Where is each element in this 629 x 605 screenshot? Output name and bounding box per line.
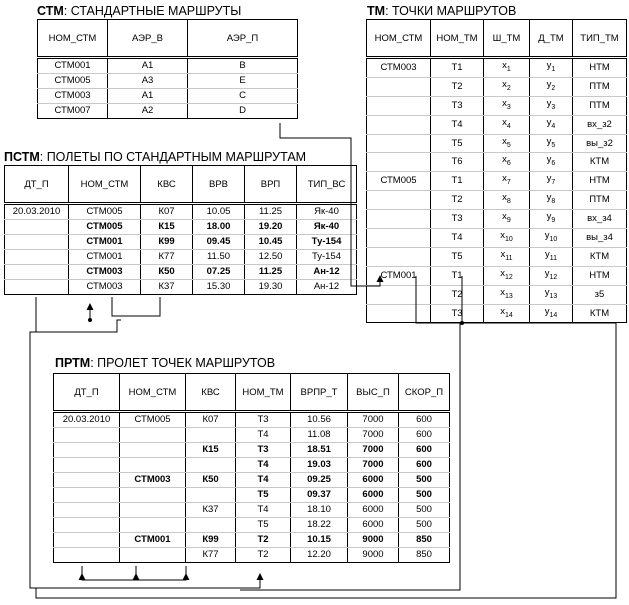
prtm-cell: 18.10 <box>291 503 348 518</box>
tm-cell: $x_{10}$ <box>484 229 530 248</box>
prtm-cell: 500 <box>399 488 450 503</box>
prtm-cell: 9000 <box>348 548 399 563</box>
prtm-cell: 500 <box>399 473 450 488</box>
pstm-cell: 11.25 <box>245 204 297 220</box>
link-prtm-keys-2 <box>136 566 186 580</box>
pstm-cell: 09.45 <box>193 235 245 250</box>
prtm-title-rest: : ПРОЛЕТ ТОЧЕК МАРШРУТОВ <box>90 356 276 370</box>
tm-cell: $y_{11}$ <box>530 247 573 266</box>
prtm-cell: 18.22 <box>291 518 348 533</box>
pstm-cell: Як-40 <box>297 204 357 220</box>
tm-cell: Т2 <box>431 191 484 210</box>
prtm-cell: 11.08 <box>291 428 348 443</box>
pstm-cell: 10.05 <box>193 204 245 220</box>
tm-cell: $x_3$ <box>484 96 530 115</box>
tm-cell: $y_8$ <box>530 191 573 210</box>
pstm-cell: К77 <box>141 250 193 265</box>
tm-cell: $x_4$ <box>484 115 530 134</box>
prtm-cell: 600 <box>399 428 450 443</box>
tm-cell: Т5 <box>431 247 484 266</box>
link-stm-tm <box>280 123 380 286</box>
tm-cell: вы_з4 <box>573 229 627 248</box>
prtm-title-code: ПРТМ <box>55 356 91 370</box>
tm-cell: $x_{11}$ <box>484 247 530 266</box>
tm-cell: $y_3$ <box>530 96 573 115</box>
tm-cell: Т5 <box>431 134 484 153</box>
prtm-cell: 500 <box>399 518 450 533</box>
stm-header-0: НОМ_СТМ <box>38 20 108 58</box>
prtm-header-1: НОМ_СТМ <box>120 374 186 412</box>
tm-cell: $x_{13}$ <box>484 285 530 304</box>
prtm-cell: 500 <box>399 503 450 518</box>
tm-cell: ПТМ <box>573 77 627 96</box>
prtm-cell: 7000 <box>348 458 399 473</box>
prtm-cell: 6000 <box>348 518 399 533</box>
tm-cell: Т1 <box>431 58 484 78</box>
prtm-cell: 6000 <box>348 473 399 488</box>
prtm-cell: СТМ005 <box>120 412 186 428</box>
pstm-title-code: ПСТМ <box>4 150 40 164</box>
stm-cell: С <box>188 89 298 104</box>
pstm-cell: 19.20 <box>245 220 297 235</box>
prtm-cell: К07 <box>186 412 236 428</box>
stm-header-1: АЭР_В <box>108 20 188 58</box>
prtm-header-3: НОМ_ТМ <box>236 374 291 412</box>
tm-header-2: Ш_ТМ <box>484 20 530 58</box>
tm-header-3: Д_ТМ <box>530 20 573 58</box>
prtm-cell: СТМ001 <box>120 533 186 548</box>
pstm-cell: К15 <box>141 220 193 235</box>
pstm-cell: Ан-12 <box>297 265 357 280</box>
pstm-header-3: ВРВ <box>193 166 245 204</box>
prtm-cell: К77 <box>186 548 236 563</box>
tm-cell: СТМ005 <box>367 172 431 191</box>
prtm-cell: Т4 <box>236 458 291 473</box>
pstm-header-2: КВС <box>141 166 193 204</box>
tm-cell: Т3 <box>431 304 484 323</box>
prtm-cell: К50 <box>186 473 236 488</box>
prtm-cell: 10.56 <box>291 412 348 428</box>
link-tm-prtm-3 <box>240 323 460 590</box>
pstm-cell: 12.50 <box>245 250 297 265</box>
prtm-cell: Т4 <box>236 428 291 443</box>
pstm-cell: 10.45 <box>245 235 297 250</box>
prtm-header-4: ВРПР_Т <box>291 374 348 412</box>
tm-cell: Т3 <box>431 210 484 229</box>
pstm-cell: 07.25 <box>193 265 245 280</box>
tm-cell: СТМ001 <box>367 266 431 285</box>
prtm-cell: К15 <box>186 443 236 458</box>
stm-cell: В <box>188 58 298 74</box>
tm-cell: НТМ <box>573 172 627 191</box>
prtm-cell: СТМ003 <box>120 473 186 488</box>
tm-cell: $y_2$ <box>530 77 573 96</box>
prtm-cell: 12.20 <box>291 548 348 563</box>
prtm-cell: 09.37 <box>291 488 348 503</box>
tm-cell: $x_6$ <box>484 153 530 172</box>
tm-cell: з5 <box>573 285 627 304</box>
tm-title-rest: : ТОЧКИ МАРШРУТОВ <box>385 4 517 18</box>
prtm-header-6: СКОР_П <box>399 374 450 412</box>
stm-cell: СТМ005 <box>38 74 108 89</box>
tm-cell: КТМ <box>573 153 627 172</box>
prtm-cell: 850 <box>399 533 450 548</box>
tm-cell: $x_1$ <box>484 58 530 78</box>
tm-cell: ПТМ <box>573 96 627 115</box>
pstm-cell: 18.00 <box>193 220 245 235</box>
link-pstm-prtm-1 <box>36 297 121 332</box>
tm-cell: Т2 <box>431 77 484 96</box>
prtm-cell: К37 <box>186 503 236 518</box>
pstm-cell: К37 <box>141 280 193 295</box>
tm-cell: $x_{14}$ <box>484 304 530 323</box>
prtm-cell: 7000 <box>348 428 399 443</box>
tm-cell: Т1 <box>431 172 484 191</box>
tm-cell: $y_9$ <box>530 210 573 229</box>
stm-title-rest: : СТАНДАРТНЫЕ МАРШРУТЫ <box>63 4 242 18</box>
prtm-cell: Т2 <box>236 548 291 563</box>
tm-title-code: ТМ <box>367 4 386 18</box>
tm-cell: Т2 <box>431 285 484 304</box>
tm-cell: $y_1$ <box>530 58 573 78</box>
pstm-cell: Як-40 <box>297 220 357 235</box>
tm-cell: $y_{10}$ <box>530 229 573 248</box>
tm-cell: СТМ003 <box>367 58 431 78</box>
link-tm-prtm-1 <box>36 276 616 598</box>
pstm-header-4: ВРП <box>245 166 297 204</box>
tm-cell: $y_{13}$ <box>530 285 573 304</box>
pstm-cell: СТМ001 <box>69 250 141 265</box>
prtm-cell: Т3 <box>236 443 291 458</box>
prtm-cell: 9000 <box>348 533 399 548</box>
tm-cell: $y_6$ <box>530 153 573 172</box>
tm-cell: КТМ <box>573 304 627 323</box>
prtm-cell: 18.51 <box>291 443 348 458</box>
tm-cell: вх_з4 <box>573 210 627 229</box>
prtm-cell: Т5 <box>236 488 291 503</box>
stm-cell: СТМ003 <box>38 89 108 104</box>
tm-cell: $y_{12}$ <box>530 266 573 285</box>
pstm-cell: СТМ003 <box>69 280 141 295</box>
pstm-cell: СТМ001 <box>69 235 141 250</box>
pstm-cell: К99 <box>141 235 193 250</box>
stm-header-2: АЭР_П <box>188 20 298 58</box>
tm-cell: НТМ <box>573 58 627 78</box>
pstm-cell: 19.30 <box>245 280 297 295</box>
prtm-header-0: ДТ_П <box>54 374 120 412</box>
tm-cell: $x_5$ <box>484 134 530 153</box>
prtm-cell: К99 <box>186 533 236 548</box>
pstm-cell: 20.03.2010 <box>5 204 69 220</box>
prtm-cell: 600 <box>399 412 450 428</box>
prtm-cell: Т4 <box>236 473 291 488</box>
tm-header-0: НОМ_СТМ <box>367 20 431 58</box>
prtm-header-5: ВЫС_П <box>348 374 399 412</box>
prtm-cell: Т2 <box>236 533 291 548</box>
tm-cell: $y_{14}$ <box>530 304 573 323</box>
tm-cell: $y_4$ <box>530 115 573 134</box>
stm-cell: Е <box>188 74 298 89</box>
tm-cell: $x_{12}$ <box>484 266 530 285</box>
pstm-header-1: НОМ_СТМ <box>69 166 141 204</box>
tm-cell: Т3 <box>431 96 484 115</box>
pstm-cell: К50 <box>141 265 193 280</box>
tm-cell: $y_5$ <box>530 134 573 153</box>
prtm-cell: 09.25 <box>291 473 348 488</box>
tm-header-1: НОМ_ТМ <box>431 20 484 58</box>
pstm-title-rest: : ПОЛЕТЫ ПО СТАНДАРТНЫМ МАРШРУТАМ <box>39 150 307 164</box>
pstm-cell: СТМ005 <box>69 220 141 235</box>
tm-cell: $x_2$ <box>484 77 530 96</box>
prtm-header-2: КВС <box>186 374 236 412</box>
tm-cell: ПТМ <box>573 191 627 210</box>
pstm-cell: Ту-154 <box>297 250 357 265</box>
prtm-cell: 6000 <box>348 488 399 503</box>
tm-cell: $x_8$ <box>484 191 530 210</box>
tm-header-4: ТИП_ТМ <box>573 20 627 58</box>
stm-cell: СТМ001 <box>38 58 108 74</box>
prtm-cell: Т5 <box>236 518 291 533</box>
pstm-header-0: ДТ_П <box>5 166 69 204</box>
tm-cell: НТМ <box>573 266 627 285</box>
prtm-cell: 10.15 <box>291 533 348 548</box>
prtm-cell: 600 <box>399 443 450 458</box>
prtm-cell: Т3 <box>236 412 291 428</box>
pstm-cell: СТМ005 <box>69 204 141 220</box>
tm-cell: $x_9$ <box>484 210 530 229</box>
pstm-cell: 11.25 <box>245 265 297 280</box>
link-pstm-bottom <box>30 332 260 588</box>
prtm-cell: 19.03 <box>291 458 348 473</box>
stm-cell: А3 <box>108 74 188 89</box>
prtm-cell: 7000 <box>348 443 399 458</box>
stm-cell: СТМ007 <box>38 104 108 119</box>
pstm-header-5: ТИП_ВС <box>297 166 357 204</box>
prtm-cell: 850 <box>399 548 450 563</box>
link-pstm-prtm-4 <box>124 297 160 316</box>
prtm-cell: Т4 <box>236 503 291 518</box>
pstm-cell: Ан-12 <box>297 280 357 295</box>
stm-cell: А2 <box>108 104 188 119</box>
prtm-cell: 7000 <box>348 412 399 428</box>
tm-cell: $x_7$ <box>484 172 530 191</box>
prtm-cell: 20.03.2010 <box>54 412 120 428</box>
pstm-cell: К07 <box>141 204 193 220</box>
prtm-cell: 600 <box>399 458 450 473</box>
tm-cell: Т4 <box>431 229 484 248</box>
stm-cell: А1 <box>108 89 188 104</box>
pstm-cell: СТМ003 <box>69 265 141 280</box>
tm-cell: вх_з2 <box>573 115 627 134</box>
tm-cell: $y_7$ <box>530 172 573 191</box>
tm-cell: КТМ <box>573 247 627 266</box>
stm-cell: D <box>188 104 298 119</box>
pstm-cell: Ту-154 <box>297 235 357 250</box>
tm-cell: Т6 <box>431 153 484 172</box>
tm-cell: Т4 <box>431 115 484 134</box>
link-prtm-keys-1 <box>82 566 136 580</box>
tm-cell: вы_з2 <box>573 134 627 153</box>
prtm-cell: 6000 <box>348 503 399 518</box>
link-pstm-prtm-2 <box>112 297 128 316</box>
pstm-cell: 11.50 <box>193 250 245 265</box>
pstm-cell: 15.30 <box>193 280 245 295</box>
stm-title-code: СТМ <box>37 4 64 18</box>
tm-cell: Т1 <box>431 266 484 285</box>
stm-cell: А1 <box>108 58 188 74</box>
